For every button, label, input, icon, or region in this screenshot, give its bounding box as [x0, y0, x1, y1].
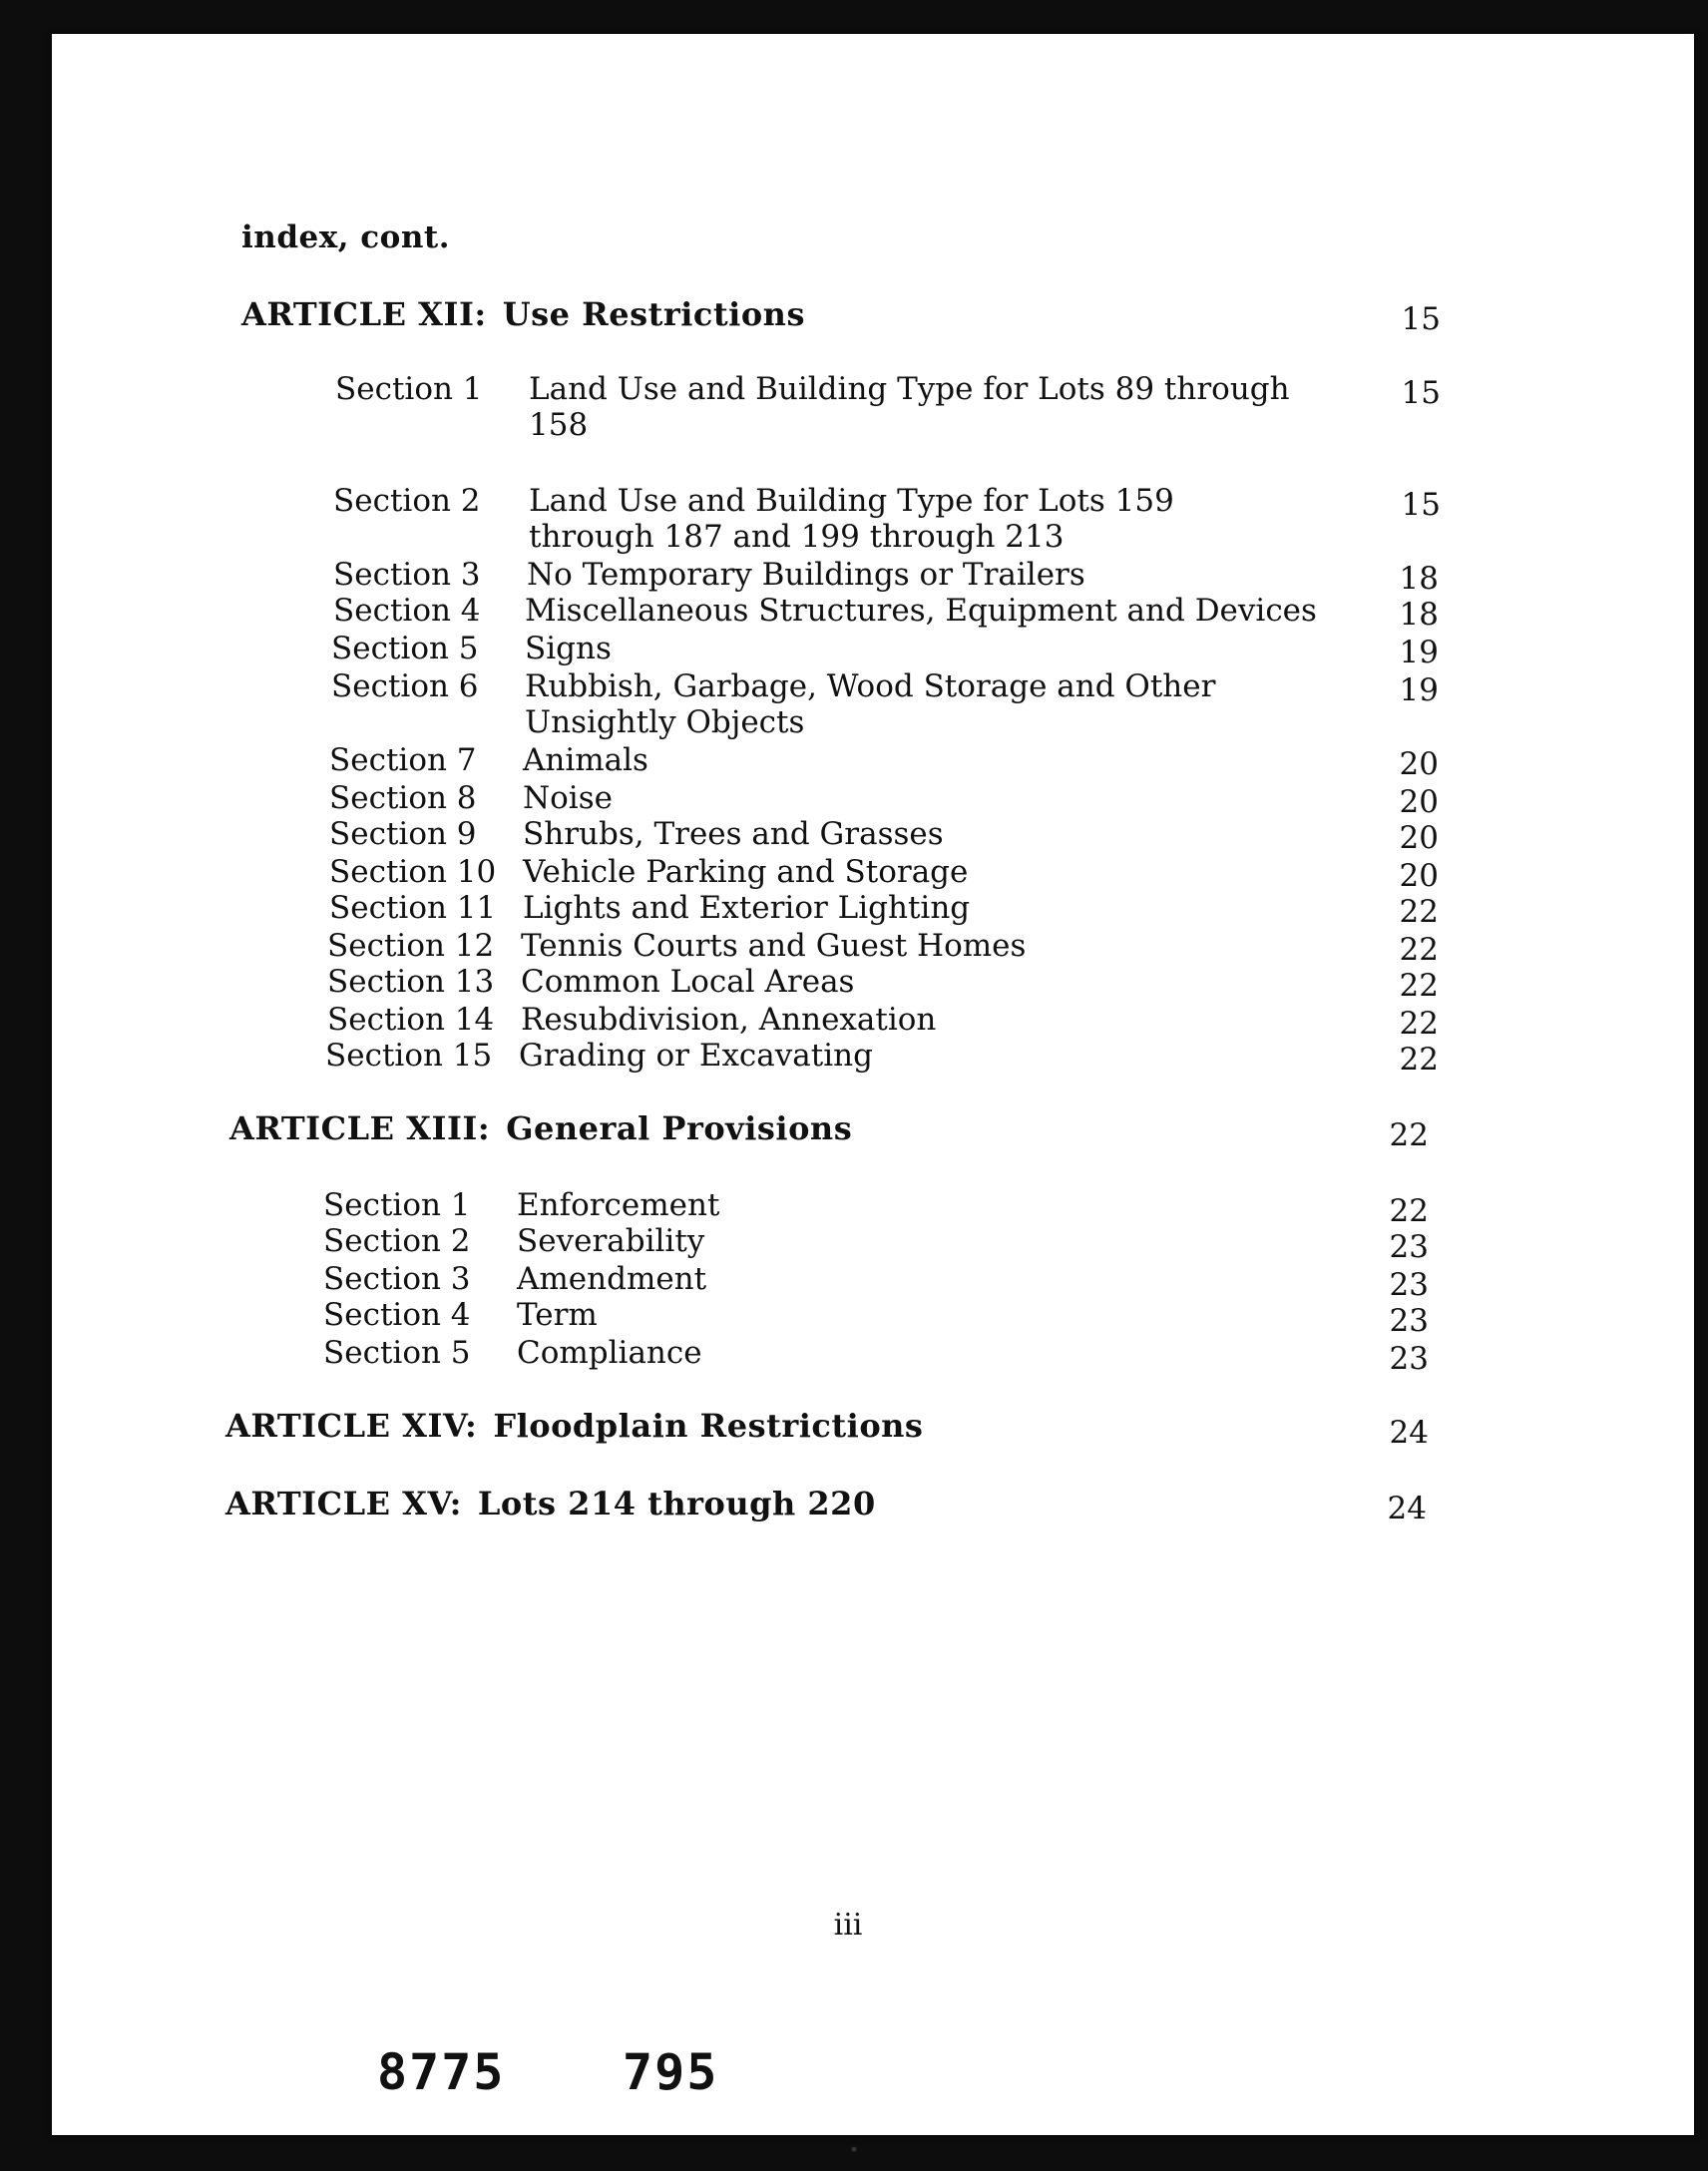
- section-title: Enforcement: [517, 1187, 720, 1223]
- section-label: Section 9: [329, 816, 477, 852]
- section-label: Section 3: [323, 1261, 471, 1297]
- section-page-number: 22: [1399, 968, 1439, 1004]
- index-heading: index, cont.: [241, 219, 450, 255]
- article-title: Floodplain Restrictions: [493, 1407, 924, 1445]
- section-label: Section 10: [329, 854, 497, 890]
- article-label: ARTICLE XII:: [241, 295, 487, 333]
- section-label: Section 8: [329, 780, 477, 816]
- section-page-number: 22: [1399, 1042, 1439, 1078]
- section-label: Section 4: [323, 1297, 471, 1333]
- section-label: Section 5: [331, 631, 479, 666]
- article-label: ARTICLE XIII:: [229, 1109, 491, 1147]
- section-title: Miscellaneous Structures, Equipment and Devices: [525, 593, 1317, 629]
- section-page-number: 18: [1399, 597, 1439, 633]
- section-label: Section 2: [323, 1223, 471, 1259]
- article-xiii-heading: [229, 1109, 852, 1147]
- section-page-number: 20: [1399, 746, 1439, 782]
- section-label: Section 6: [331, 668, 479, 704]
- stamp-number-right: 795: [623, 2043, 719, 2101]
- article-page-number: 24: [1389, 1415, 1429, 1451]
- section-page-number: 23: [1389, 1303, 1429, 1339]
- section-title: Shrubs, Trees and Grasses: [523, 816, 944, 852]
- section-page-number: 23: [1389, 1229, 1429, 1265]
- stamp-number-left: 8775: [377, 2043, 506, 2101]
- section-page-number: 15: [1401, 487, 1441, 523]
- section-label: Section 5: [323, 1335, 471, 1371]
- section-page-number: 22: [1399, 894, 1439, 930]
- section-label: Section 1: [335, 371, 483, 407]
- section-title: Resubdivision, Annexation: [521, 1002, 937, 1038]
- section-title: Grading or Excavating: [519, 1038, 873, 1074]
- section-page-number: 18: [1399, 561, 1439, 597]
- section-label: Section 11: [329, 890, 497, 926]
- section-title: Amendment: [517, 1261, 707, 1297]
- section-label: Section 14: [327, 1002, 495, 1038]
- section-page-number: 19: [1399, 672, 1439, 708]
- section-title: Lights and Exterior Lighting: [523, 890, 971, 926]
- section-label: Section 4: [333, 593, 481, 629]
- section-title: Compliance: [517, 1335, 702, 1371]
- section-title: Term: [517, 1297, 598, 1333]
- section-page-number: 22: [1399, 932, 1439, 968]
- section-page-number: 22: [1389, 1193, 1429, 1229]
- article-title: Use Restrictions: [502, 295, 805, 333]
- section-page-number: 22: [1399, 1006, 1439, 1042]
- section-label: Section 12: [327, 928, 495, 964]
- page-numeral: iii: [833, 1908, 863, 1943]
- section-page-number: 23: [1389, 1267, 1429, 1303]
- article-page-number: 24: [1387, 1491, 1427, 1526]
- section-label: Section 2: [333, 483, 481, 519]
- section-page-number: 20: [1399, 858, 1439, 894]
- section-title: Land Use and Building Type for Lots 89 through 158: [529, 371, 1290, 443]
- section-title: Signs: [525, 631, 612, 666]
- article-title: General Provisions: [506, 1109, 853, 1147]
- section-title: Vehicle Parking and Storage: [523, 854, 969, 890]
- section-label: Section 7: [329, 742, 477, 778]
- section-title: Rubbish, Garbage, Wood Storage and Other Unsightly Objects: [525, 668, 1216, 740]
- section-page-number: 19: [1399, 635, 1439, 670]
- section-title: Animals: [523, 742, 648, 778]
- article-xiv-heading: [225, 1407, 923, 1445]
- section-title: Severability: [517, 1223, 705, 1259]
- section-title: Tennis Courts and Guest Homes: [521, 928, 1027, 964]
- article-xii-heading: [241, 295, 805, 333]
- article-page-number: 15: [1401, 301, 1441, 337]
- section-title: No Temporary Buildings or Trailers: [527, 557, 1085, 593]
- section-label: Section 1: [323, 1187, 471, 1223]
- section-title: Noise: [523, 780, 613, 816]
- section-title: Land Use and Building Type for Lots 159 through 187 and 199 through 213: [529, 483, 1174, 555]
- article-xv-heading: [225, 1485, 876, 1522]
- section-title: Common Local Areas: [521, 964, 855, 1000]
- section-label: Section 13: [327, 964, 495, 1000]
- article-title: Lots 214 through 220: [477, 1485, 876, 1522]
- article-label: ARTICLE XIV:: [225, 1407, 478, 1445]
- section-label: Section 3: [333, 557, 481, 593]
- section-page-number: 20: [1399, 820, 1439, 856]
- article-page-number: 22: [1389, 1117, 1429, 1153]
- section-label: Section 15: [325, 1038, 493, 1074]
- article-label: ARTICLE XV:: [225, 1485, 462, 1522]
- section-page-number: 15: [1401, 375, 1441, 411]
- section-page-number: 20: [1399, 784, 1439, 820]
- section-page-number: 23: [1389, 1341, 1429, 1377]
